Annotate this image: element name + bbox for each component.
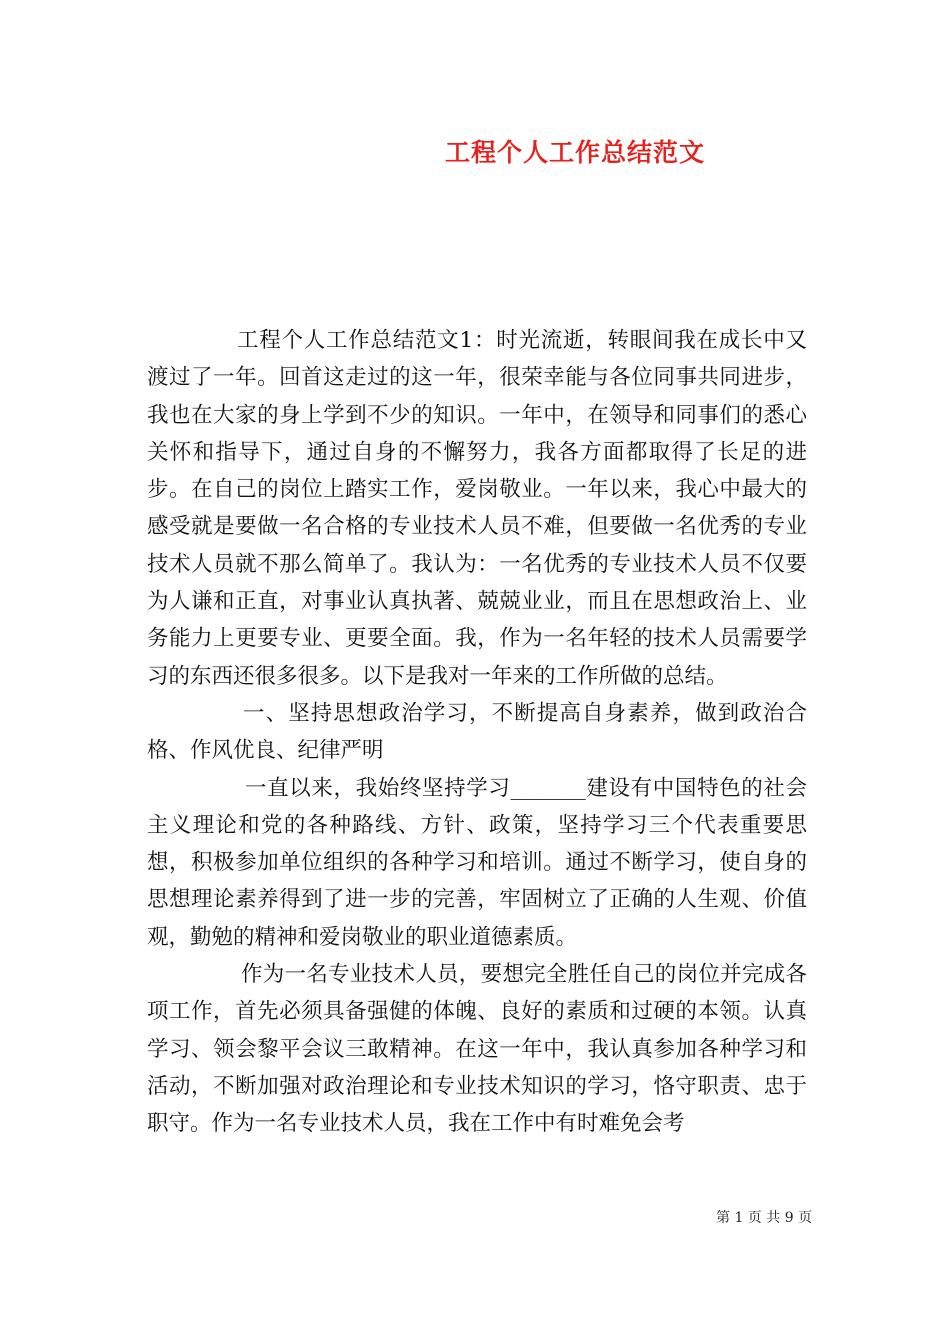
document-body — [147, 322, 807, 1143]
paragraph-professional: 作为一名专业技术人员，要想完全胜任自己的岗位并完成各项工作，首先必须具备强健的体魄、良好的素质和过硬的本领。认真学习、领会黎平会议三敢精神。在这一年中，我认真参加各种学习和活动，不断加强对政治理论和专业技术知识的学习，恪守职责、忠于职守。作为一名专业技术人员，我在工作中有时难免会考 — [147, 962, 807, 1137]
paragraph-intro: 工程个人工作总结范文1：时光流逝，转眼间我在成长中又渡过了一年。回首这走过的这一年，很荣幸能与各位同事共同进步，我也在大家的身上学到不少的知识。一年中，在领导和同事们的悉心关怀和指导下，通过自身的不懈努力，我各方面都取得了长足的进步。在自己的岗位上踏实工作，爱岗敬业。一年以来，我心中最大的感受就是要做一名合格的专业技术人员不难，但要做一名优秀的专业技术人员就不那么简单了。我认为：一名优秀的专业技术人员不仅要为人谦和正直，对事业认真执著、兢兢业业，而且在思想政治上、业务能力上更要专业、更要全面。我，作为一名年轻的技术人员需要学习的东西还很多很多。以下是我对一年来的工作所做的总结。 — [147, 328, 807, 689]
paragraph-study: 一直以来，我始终坚持学习_______建设有中国特色的社会主义理论和党的各种路线、方针、政策，坚持学习三个代表重要思想，积极参加单位组织的各种学习和培训。通过不断学习，使自身的思想理论素养得到了进一步的完善，牢固树立了正确的人生观、价值观，勤勉的精神和爱岗敬业的职业道德素质。 — [147, 775, 807, 950]
document-title: 工程个人工作总结范文 — [444, 138, 705, 167]
section-heading-1: 一、坚持思想政治学习，不断提高自身素养，做到政治合格、作风优良、纪律严明 — [147, 700, 807, 764]
page-footer: 第 1 页 共 9 页 — [716, 1210, 813, 1226]
